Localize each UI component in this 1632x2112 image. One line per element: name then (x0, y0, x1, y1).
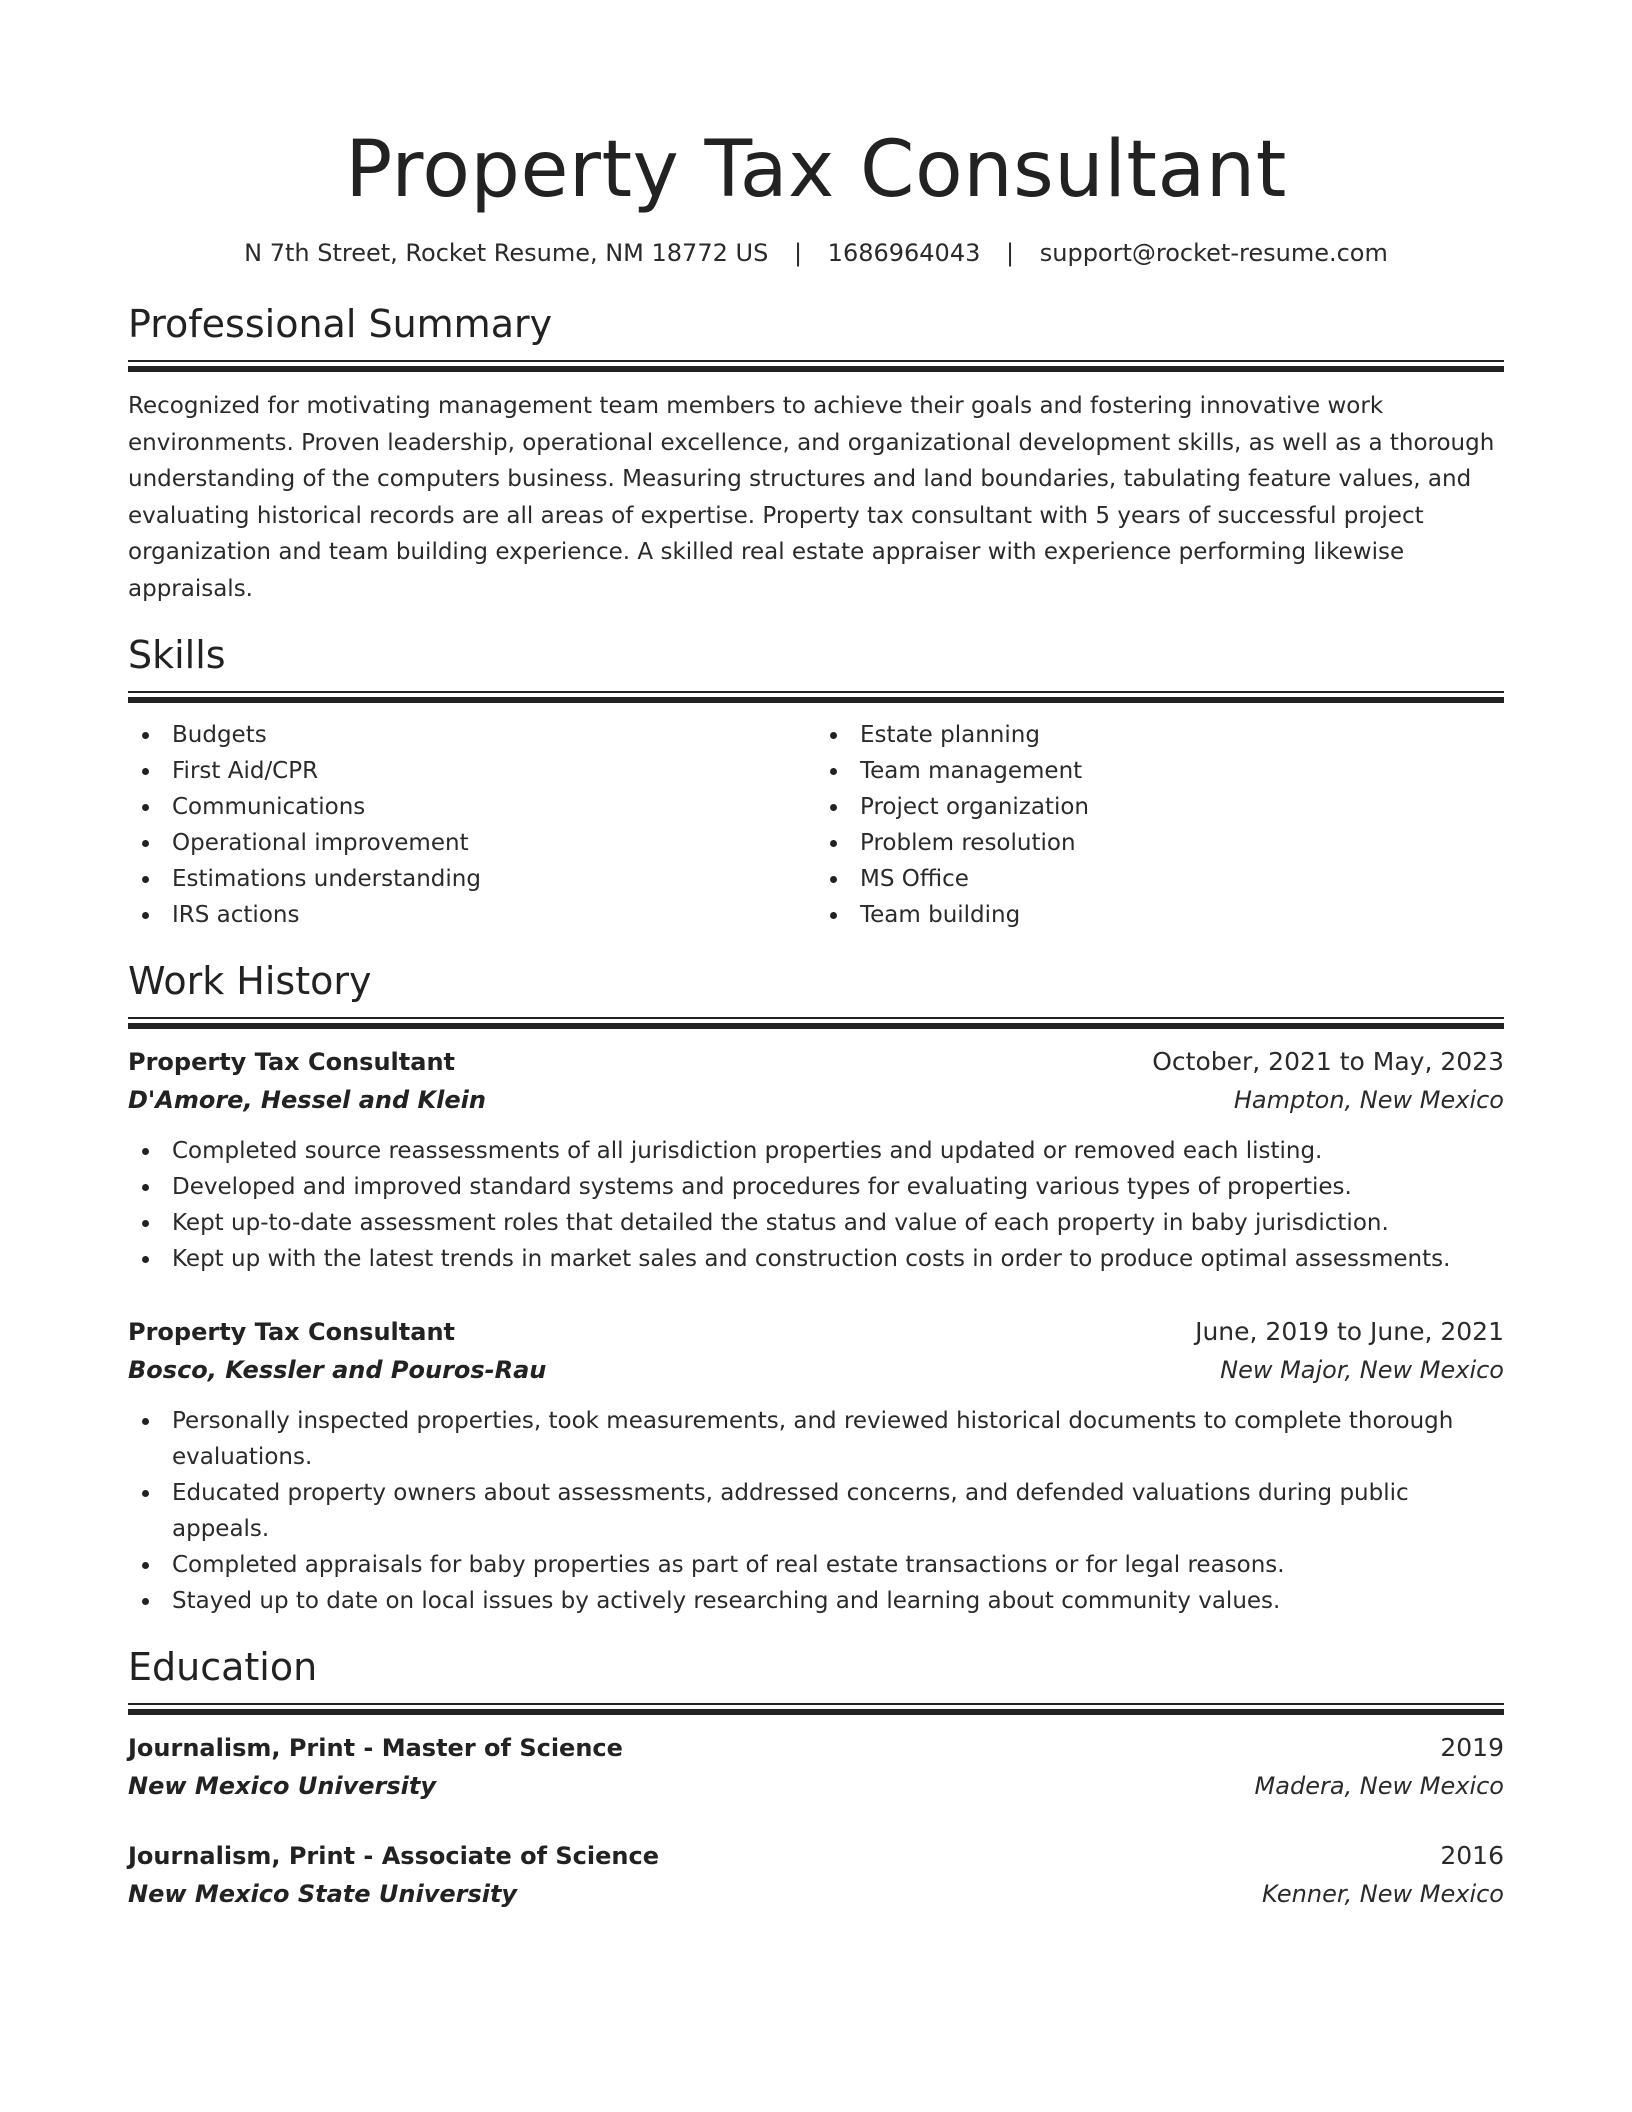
contact-address: N 7th Street, Rocket Resume, NM 18772 US (244, 239, 769, 267)
job-bullet: Completed source reassessments of all jurisdiction properties and updated or removed each listing. (128, 1133, 1504, 1169)
contact-line (128, 236, 1504, 270)
education-entry (128, 1837, 1504, 1913)
contact-phone: 1686964043 (827, 239, 981, 267)
job-entry (128, 1043, 1504, 1277)
section-title: Work History (128, 959, 372, 1003)
section-divider (128, 1703, 1504, 1713)
skill-item: Budgets (128, 717, 816, 753)
job-bullets (128, 1403, 1504, 1619)
section-divider (128, 1017, 1504, 1027)
graduation-year: 2016 (1440, 1841, 1504, 1870)
school-name: New Mexico University (128, 1772, 437, 1800)
contact-separator: | (1006, 239, 1015, 267)
job-bullet: Developed and improved standard systems and procedures for evaluating various types of properties. (128, 1169, 1504, 1205)
education-entry (128, 1729, 1504, 1805)
section-divider (128, 691, 1504, 701)
job-bullet: Personally inspected properties, took measurements, and reviewed historical documents to complete thorough evaluations. (128, 1403, 1504, 1475)
skill-item: Estimations understanding (128, 861, 816, 897)
job-bullet: Educated property owners about assessments, addressed concerns, and defended valuations during public appeals. (128, 1475, 1504, 1547)
skill-item: IRS actions (128, 897, 816, 933)
skill-item: First Aid/CPR (128, 753, 816, 789)
job-dates: June, 2019 to June, 2021 (1195, 1317, 1504, 1346)
section-title: Skills (128, 633, 226, 677)
school-location: Kenner, New Mexico (1262, 1880, 1504, 1908)
graduation-year: 2019 (1440, 1733, 1504, 1762)
work-history-section (128, 957, 1504, 1619)
skills-columns (128, 717, 1504, 933)
job-bullet: Kept up-to-date assessment roles that detailed the status and value of each property in baby jurisdiction. (128, 1205, 1504, 1241)
skill-item: Estate planning (816, 717, 1504, 753)
section-title: Education (128, 1645, 318, 1689)
contact-email: support@rocket-resume.com (1039, 239, 1388, 267)
section-title: Professional Summary (128, 302, 553, 346)
skills-section (128, 631, 1504, 933)
job-entry (128, 1313, 1504, 1619)
degree-title: Journalism, Print - Master of Science (128, 1734, 623, 1762)
skill-item: Problem resolution (816, 825, 1504, 861)
job-location: Hampton, New Mexico (1233, 1086, 1504, 1114)
skill-item: Team building (816, 897, 1504, 933)
job-location: New Major, New Mexico (1220, 1356, 1504, 1384)
job-dates: October, 2021 to May, 2023 (1152, 1047, 1504, 1076)
summary-text: Recognized for motivating management team members to achieve their goals and fostering innovative work environments. Proven leadership, operational excellence, and organizational development skills, as well as a thorough understanding of the computers business. Measuring structures and land boundaries, tabulating feature values, and evaluating historical records are all areas of expertise. Property tax consultant with 5 years of successful project organization and team building experience. A skilled real estate appraiser with experience performing likewise appraisals. (128, 393, 1495, 602)
skill-item: Project organization (816, 789, 1504, 825)
job-bullet: Kept up with the latest trends in market sales and construction costs in order to produce optimal assessments. (128, 1241, 1504, 1277)
job-bullets (128, 1133, 1504, 1277)
job-bullet: Stayed up to date on local issues by actively researching and learning about community values. (128, 1583, 1504, 1619)
job-bullet: Completed appraisals for baby properties as part of real estate transactions or for legal reasons. (128, 1547, 1504, 1583)
contact-separator: | (793, 239, 803, 267)
degree-title: Journalism, Print - Associate of Science (128, 1842, 659, 1870)
skill-item: Operational improvement (128, 825, 816, 861)
skills-column-right (816, 717, 1504, 933)
summary-section (128, 300, 1504, 607)
job-title: Property Tax Consultant (128, 1048, 455, 1076)
education-section (128, 1643, 1504, 1913)
skill-item: MS Office (816, 861, 1504, 897)
job-company: D'Amore, Hessel and Klein (128, 1086, 486, 1114)
skills-column-left (128, 717, 816, 933)
school-name: New Mexico State University (128, 1880, 518, 1908)
candidate-name: Property Tax Consultant (345, 125, 1287, 215)
section-divider (128, 360, 1504, 370)
school-location: Madera, New Mexico (1254, 1772, 1504, 1800)
skill-item: Team management (816, 753, 1504, 789)
skill-item: Communications (128, 789, 816, 825)
job-title: Property Tax Consultant (128, 1318, 455, 1346)
job-company: Bosco, Kessler and Pouros-Rau (128, 1356, 547, 1384)
